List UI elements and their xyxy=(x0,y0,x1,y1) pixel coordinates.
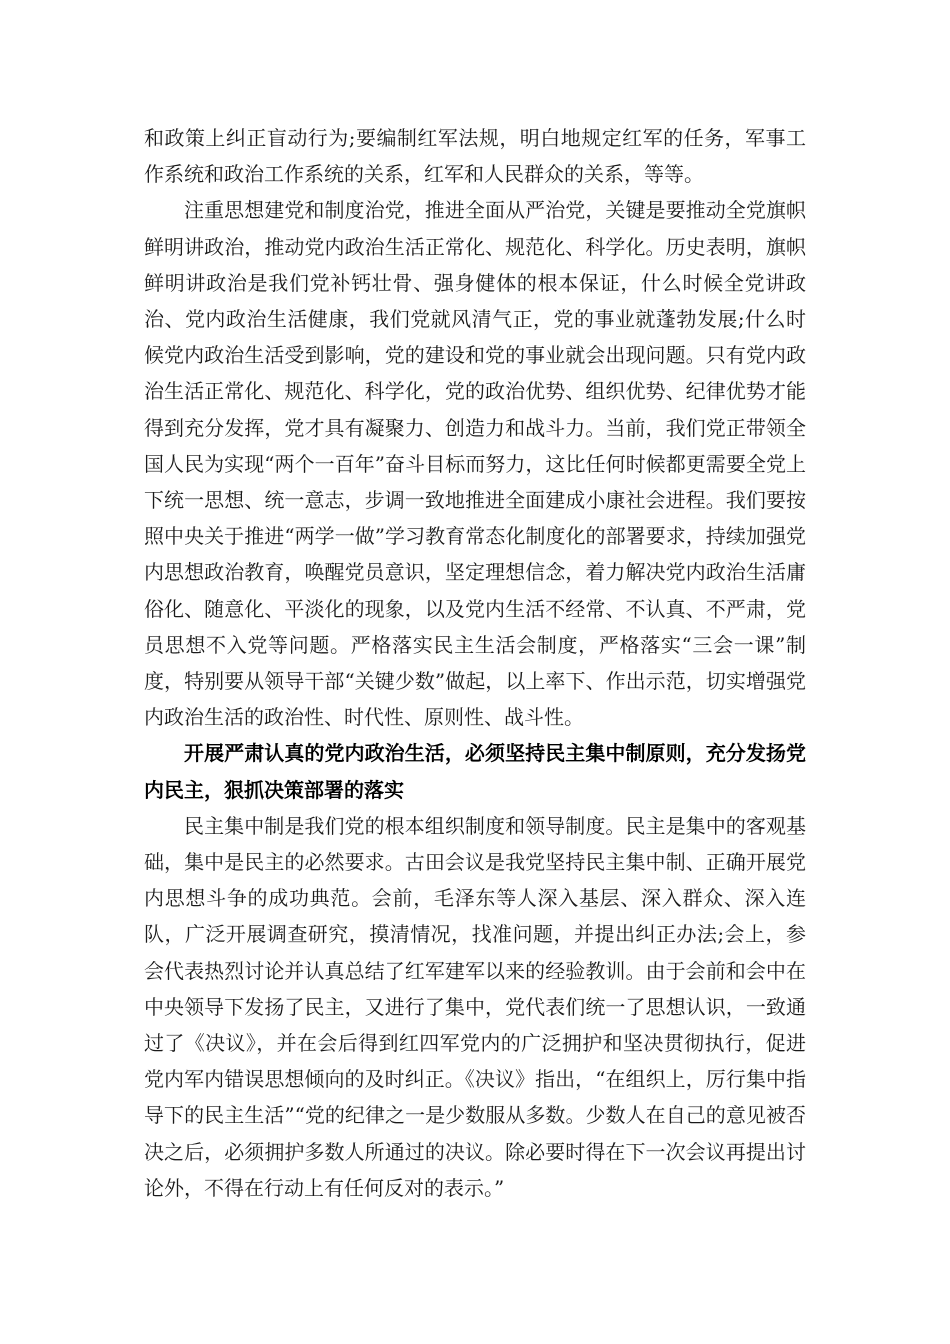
paragraph-party-building: 注重思想建党和制度治党，推进全面从严治党，关键是要推动全党旗帜鲜明讲政治，推动党内政治生活正常化、规范化、科学化。历史表明，旗帜鲜明讲政治是我们党补钙壮骨、强身健体的根本保证，什么时候全党讲政治、党内政治生活健康，我们党就风清气正，党的事业就蓬勃发展;什么时候党内政治生活受到影响，党的建设和党的事业就会出现问题。只有党内政治生活正常化、规范化、科学化，党的政治优势、组织优势、纪律优势才能得到充分发挥，党才具有凝聚力、创造力和战斗力。当前，我们党正带领全国人民为实现“两个一百年”奋斗目标而努力，这比任何时候都更需要全党上下统一思想、统一意志，步调一致地推进全面建成小康社会进程。我们要按照中央关于推进“两学一做”学习教育常态化制度化的部署要求，持续加强党内思想政治教育，唤醒党员意识，坚定理想信念，着力解决党内政治生活庸俗化、随意化、平淡化的现象，以及党内生活不经常、不认真、不严肃，党员思想不入党等问题。严格落实民主生活会制度，严格落实“三会一课”制度，特别要从领导干部“关键少数”做起，以上率下、作出示范，切实增强党内政治生活的政治性、时代性、原则性、战斗性。 xyxy=(144,198,806,730)
section-heading: 开展严肃认真的党内政治生活，必须坚持民主集中制原则，充分发扬党内民主，狠抓决策部署的落实 xyxy=(144,741,806,802)
document-body xyxy=(144,120,806,1206)
paragraph-continuation: 和政策上纠正盲动行为;要编制红军法规，明白地规定红军的任务，军事工作系统和政治工作系统的关系，红军和人民群众的关系，等等。 xyxy=(144,126,806,187)
paragraph-democratic-centralism: 民主集中制是我们党的根本组织制度和领导制度。民主是集中的客观基础，集中是民主的必然要求。古田会议是我党坚持民主集中制、正确开展党内思想斗争的成功典范。会前，毛泽东等人深入基层、深入群众、深入连队，广泛开展调查研究，摸清情况，找准问题，并提出纠正办法;会上，参会代表热烈讨论并认真总结了红军建军以来的经验教训。由于会前和会中在中央领导下发扬了民主，又进行了集中，党代表们统一了思想认识，一致通过了《决议》，并在会后得到红四军党内的广泛拥护和坚决贯彻执行，促进党内军内错误思想倾向的及时纠正。《决议》指出，“在组织上，厉行集中指导下的民主生活”“党的纪律之一是少数服从多数。少数人在自己的意见被否决之后，必须拥护多数人所通过的决议。除必要时得在下一次会议再提出讨论外，不得在行动上有任何反对的表示。” xyxy=(144,813,806,1200)
